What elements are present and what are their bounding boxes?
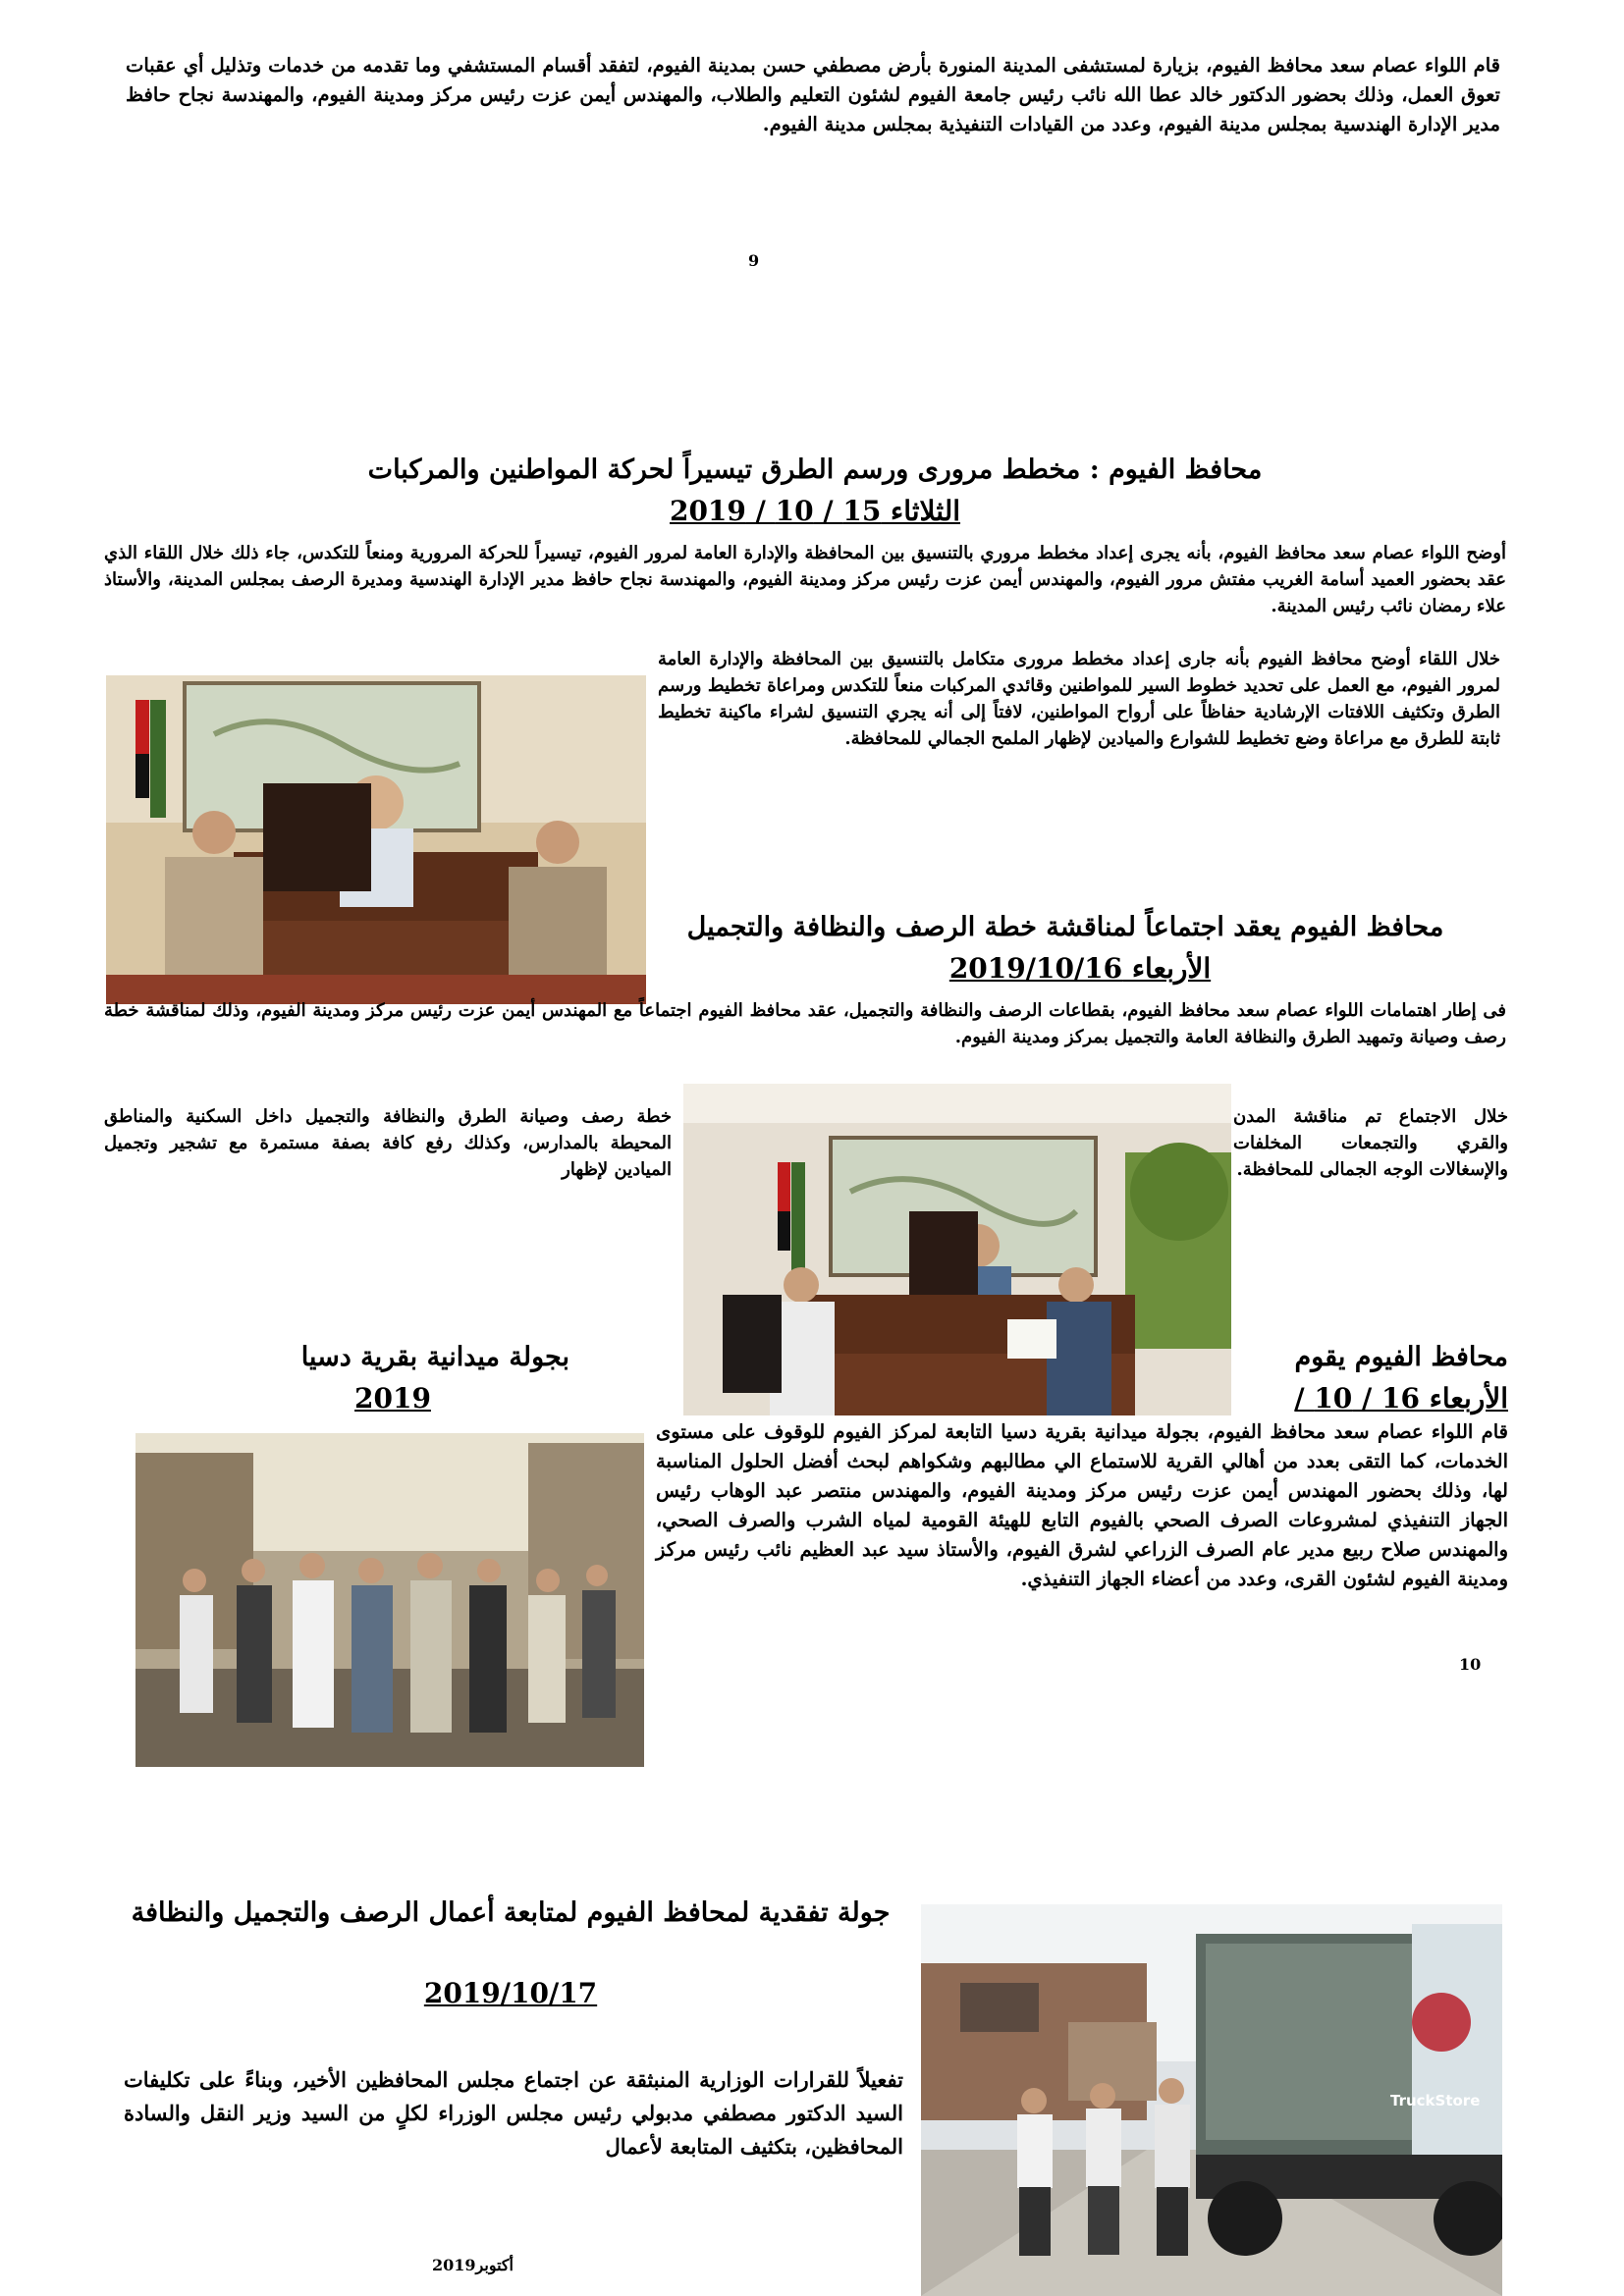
article1-paragraph-2: خلال اللقاء أوضح محافظ الفيوم بأنه جارى إعداد مخطط مرورى متكامل بالتنسيق بين المحافظة والإدارة العامة لمرور الفيوم، مع العمل على تحديد خطوط السير للمواطنين وقائدي المركبات منعاً للتكدس ومراعاة تخطيط ورسم الطرق وتكثيف اللافتات الإرشادية حفاظاً على أرواح المواطنين، لافتاً إلى أنه يجري التنسيق لشراء ماكينة تخطيط ثابتة للطرق مع مراعاة وضع تخطيط للشوارع والميادين لإظهار الملمح الجمالي للمحافظة. xyxy=(658,649,1500,749)
article2-paragraph-2-left: خطة رصف وصيانة الطرق والنظافة والتجميل داخل السكنية والمناطق المحيطة بالمدارس، وكذلك رفع كافة بصفة مستمرة مع تشجير وتجميل الميادين لإظهار xyxy=(104,1106,673,1180)
article3-title-left: بجولة ميدانية بقرية دسيا xyxy=(300,1342,569,1372)
article4-title: جولة تفقدية لمحافظ الفيوم لمتابعة أعمال الرصف والتجميل والنظافة xyxy=(131,1897,891,1928)
article1-paragraph-1: أوضح اللواء عصام سعد محافظ الفيوم، بأنه يجرى إعداد مخطط مروري بالتنسيق بين المحافظة والإدارة العامة لمرور الفيوم، تيسيراً للحركة المرورية ومنعاً للتكدس، جاء ذلك خلال اللقاء الذي عقد بحضور العميد أسامة الغريب مفتش مرور الفيوم، والمهندس أيمن عزت رئيس مركز ومدينة الفيوم، والمهندسة نجاح حافظ مدير الإدارة الهندسية ومديرة الرصف بمجلس المدينة، والأستاذ علاء رمضان نائب رئيس المدينة. xyxy=(104,543,1506,616)
photo-road-inspection xyxy=(921,1904,1502,2296)
truck-brand-label: TruckStore xyxy=(1390,2092,1481,2109)
article4-paragraph: تفعيلاً للقرارات الوزارية المنبثقة عن اجتماع مجلس المحافظين الأخير، وبناءً على تكليفات السيد الدكتور مصطفي مدبولي رئيس مجلس الوزراء لكلٍ من السيد وزير النقل والسادة المحافظين، بتكثيف المتابعة لأعمال xyxy=(124,2067,903,2159)
photo-village-tour xyxy=(135,1433,644,1767)
article2-title: محافظ الفيوم يعقد اجتماعاً لمناقشة خطة الرصف والنظافة والتجميل xyxy=(686,912,1444,942)
footer-month: أكتوبر2019 xyxy=(432,2256,514,2274)
article3-date-left: 2019 xyxy=(354,1382,431,1415)
article2-paragraph-1: فى إطار اهتمامات اللواء عصام سعد محافظ الفيوم، بقطاعات الرصف والنظافة والتجميل، عقد محافظ الفيوم اجتماعاً مع المهندس أيمن عزت رئيس مركز ومدينة الفيوم، وذلك لمناقشة خطة رصف وصيانة وتمهيد الطرق والنظافة العامة والتجميل بمركز ومدينة الفيوم. xyxy=(104,1000,1506,1047)
photo-paving-meeting xyxy=(683,1084,1231,1415)
article2-date: الأربعاء 2019/10/16 xyxy=(948,952,1212,985)
article3-date-right: الأربعاء 16 / 10 / xyxy=(1294,1382,1508,1415)
photo-traffic-meeting xyxy=(106,675,646,1004)
article1-date: الثلاثاء 15 / 10 / 2019 xyxy=(669,495,961,527)
page-number-9: 9 xyxy=(748,251,760,270)
article1-title: محافظ الفيوم : مخطط مرورى ورسم الطرق تيسيراً لحركة المواطنين والمركبات xyxy=(367,454,1263,485)
article3-paragraph: قام اللواء عصام سعد محافظ الفيوم، بجولة ميدانية بقرية دسيا التابعة لمركز الفيوم للوقوف على مستوى الخدمات، كما التقى بعدد من أهالي القرية للاستماع الي مطالبهم وشكواهم لبحث أفضل الحلول المناسبة لها، وذلك بحضور المهندس أيمن عزت رئيس مركز ومدينة الفيوم، والمهندس منتصر عبد الوهاب رئيس الجهاز التنفيذي لمشروعات الصرف الصحي بالفيوم التابع للهيئة القومية لمياه الشرب والصرف الصحي، والمهندس صلاح ربيع مدير عام الصرف الزراعي لشرق الفيوم، والأستاذ سيد عبد العظيم نائب رئيس مركز ومدينة الفيوم لشئون القرى، وعدد من أعضاء الجهاز التنفيذي. xyxy=(656,1420,1508,1590)
article4-date: 2019/10/17 xyxy=(423,1977,598,2009)
article3-title-right: محافظ الفيوم يقوم xyxy=(1294,1342,1508,1372)
intro-paragraph: قام اللواء عصام سعد محافظ الفيوم، بزيارة لمستشفى المدينة المنورة بأرض مصطفي حسن بمدينة الفيوم، لتفقد أقسام المستشفي وما تقدمه من خدمات وتذليل أي عقبات تعوق العمل، وذلك بحضور الدكتور خالد عطا الله نائب رئيس جامعة الفيوم لشئون التعليم والطلاب، والمهندس أيمن عزت رئيس مركز ومدينة الفيوم، والمهندسة نجاح حافظ مدير الإدارة الهندسية بمجلس مدينة الفيوم، وعدد من القيادات التنفيذية بمجلس مدينة الفيوم. xyxy=(126,54,1500,135)
page-number-10: 10 xyxy=(1459,1655,1482,1674)
article2-paragraph-2-right: خلال الاجتماع تم مناقشة المدن والقري والتجمعات المخلفات والإسغالات الوجه الجمالى للمحافظة. xyxy=(1233,1106,1508,1180)
